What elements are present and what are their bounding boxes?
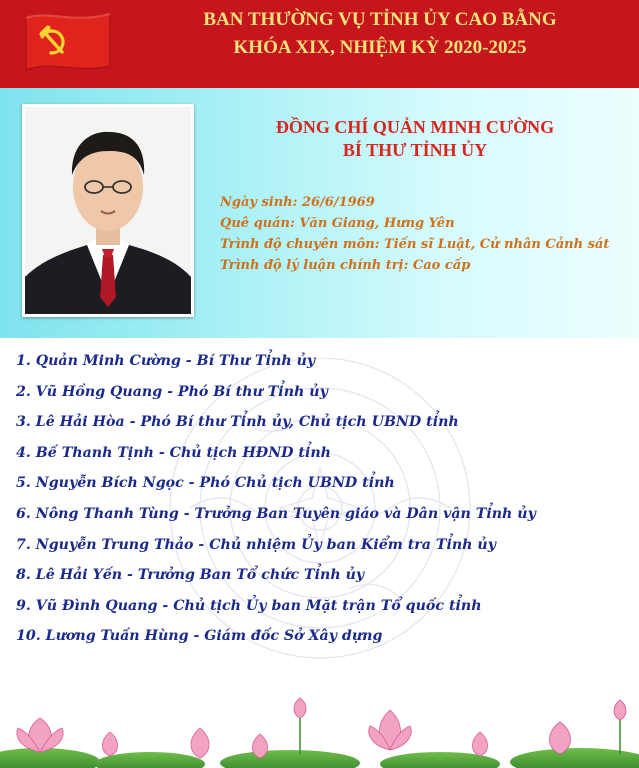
list-item: 3. Lê Hải Hòa - Phó Bí thư Tỉnh ủy, Chủ tịch UBND tỉnh xyxy=(16,414,459,431)
list-item: 4. Bế Thanh Tịnh - Chủ tịch HĐND tỉnh xyxy=(16,444,331,461)
members-list xyxy=(16,346,536,652)
hometown: Quê quán: Văn Giang, Hưng Yên xyxy=(220,216,455,231)
header-banner xyxy=(0,0,639,88)
list-item: 9. Vũ Đình Quang - Chủ tịch Ủy ban Mặt trận Tổ quốc tỉnh xyxy=(16,597,482,614)
political-level: Trình độ lý luận chính trị: Cao cấp xyxy=(220,258,471,273)
lotus-border-decoration xyxy=(0,688,639,768)
profile-section xyxy=(0,88,639,338)
profile-name: ĐỒNG CHÍ QUẢN MINH CƯỜNG xyxy=(275,117,555,137)
list-item: 1. Quản Minh Cường - Bí Thư Tỉnh ủy xyxy=(16,353,316,369)
portrait-photo xyxy=(22,104,194,317)
birth-date: Ngày sinh: 26/6/1969 xyxy=(220,195,375,210)
title-line-1: BAN THƯỜNG VỤ TỈNH ỦY CAO BẰNG xyxy=(203,9,557,30)
list-item: 5. Nguyễn Bích Ngọc - Phó Chủ tịch UBND tỉnh xyxy=(16,475,395,492)
party-flag-icon xyxy=(18,8,118,78)
list-item: 7. Nguyễn Trung Thảo - Chủ nhiệm Ủy ban Kiểm tra Tỉnh ủy xyxy=(16,536,496,553)
list-item: 10. Lương Tuấn Hùng - Giám đốc Sở Xây dựng xyxy=(16,628,383,645)
profile-details xyxy=(220,192,609,276)
profile-position: BÍ THƯ TỈNH ỦY xyxy=(342,140,488,160)
list-item: 8. Lê Hải Yến - Trưởng Ban Tổ chức Tỉnh ủy xyxy=(16,567,365,584)
page-title xyxy=(130,6,630,62)
list-item: 6. Nông Thanh Tùng - Trưởng Ban Tuyên giáo và Dân vận Tỉnh ủy xyxy=(16,505,536,522)
title-line-2: KHÓA XIX, NHIỆM KỲ 2020-2025 xyxy=(233,37,527,58)
profile-heading xyxy=(230,116,600,162)
list-item: 2. Vũ Hồng Quang - Phó Bí thư Tỉnh ủy xyxy=(16,383,328,400)
portrait-image xyxy=(25,107,191,314)
education: Trình độ chuyên môn: Tiến sĩ Luật, Cử nhân Cảnh sát xyxy=(220,237,610,252)
